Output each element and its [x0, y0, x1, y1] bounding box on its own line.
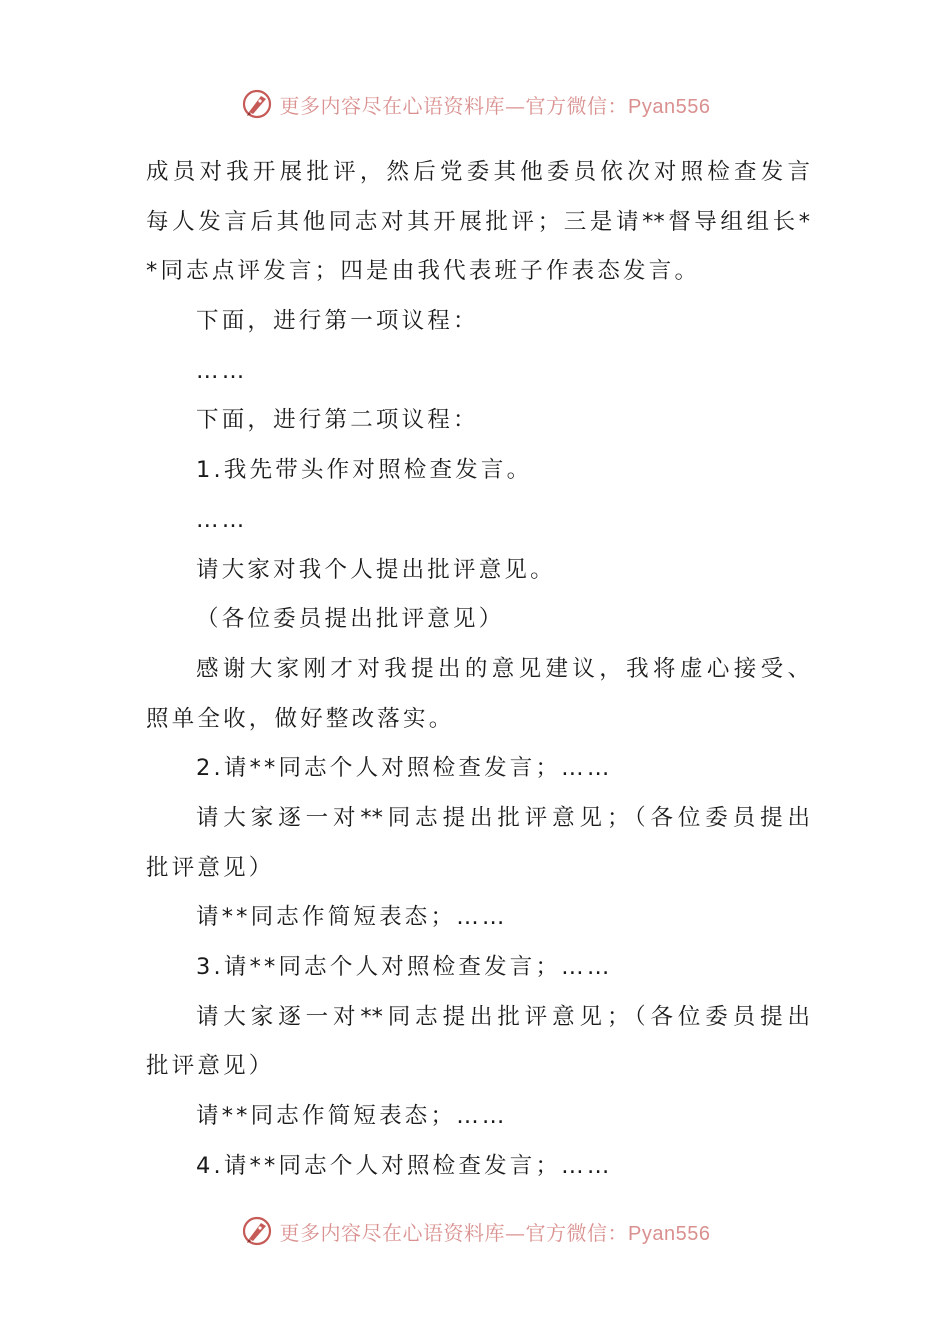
- paragraph-line: （各位委员提出批评意见）: [196, 606, 505, 633]
- paragraph-line: 每人发言后其他同志对其开展批评；三是请**督导组组长*: [146, 208, 810, 235]
- pen-nib-logo-icon: [240, 87, 274, 121]
- paragraph-line: 感谢大家刚才对我提出的意见建议，我将虚心接受、: [196, 655, 810, 682]
- ellipsis-line: ……: [196, 357, 248, 384]
- paragraph-line: 批评意见）: [146, 854, 275, 881]
- paragraph-line: 2.请**同志个人对照检查发言；……: [196, 755, 613, 782]
- paragraph-line: 下面，进行第一项议程：: [196, 308, 479, 335]
- pen-nib-logo-icon: [240, 1214, 274, 1248]
- banner-wechat-id: Pyan556: [628, 95, 711, 118]
- paragraph-line: 请**同志作简短表态；……: [196, 904, 508, 931]
- paragraph-line: 1.我先带头作对照检查发言。: [196, 457, 533, 484]
- paragraph-line: 照单全收，做好整改落实。: [146, 705, 455, 732]
- banner-title: 更多内容尽在心语资料库—官方微信：: [279, 93, 629, 118]
- ellipsis-line: ……: [196, 506, 248, 533]
- paragraph-line: 4.请**同志个人对照检查发言；……: [196, 1152, 613, 1179]
- banner-text: [280, 90, 711, 119]
- document-body: [146, 148, 810, 1191]
- banner-text: [280, 1217, 711, 1246]
- paragraph-line: 批评意见）: [146, 1053, 275, 1080]
- banner-wechat-id: Pyan556: [628, 1222, 711, 1245]
- banner-title: 更多内容尽在心语资料库—官方微信：: [279, 1220, 629, 1245]
- footer-banner: [0, 1211, 950, 1251]
- paragraph-line: 请大家对我个人提出批评意见。: [196, 556, 556, 583]
- paragraph-line: 下面，进行第二项议程：: [196, 407, 479, 434]
- paragraph-line: 请大家逐一对**同志提出批评意见；（各位委员提出: [196, 804, 810, 831]
- paragraph-line: 成员对我开展批评，然后党委其他委员依次对照检查发言: [146, 159, 810, 185]
- header-banner: [0, 84, 950, 124]
- paragraph-line: *同志点评发言；四是由我代表班子作表态发言。: [146, 258, 701, 285]
- paragraph-line: 请大家逐一对**同志提出批评意见；（各位委员提出: [196, 1003, 810, 1030]
- paragraph-line: 请**同志作简短表态；……: [196, 1103, 508, 1130]
- paragraph-line: 3.请**同志个人对照检查发言；……: [196, 954, 613, 980]
